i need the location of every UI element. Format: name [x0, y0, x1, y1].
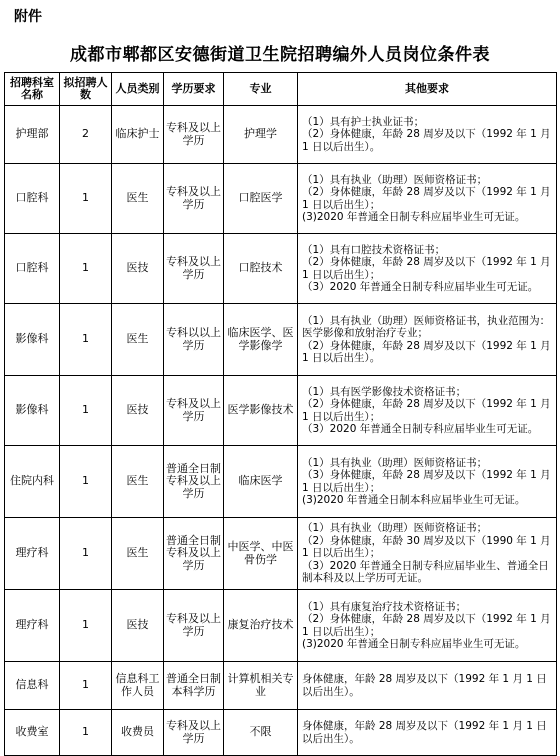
requirements-cell	[298, 106, 557, 164]
column-header: 拟招聘人数	[60, 73, 112, 106]
count-cell: 1	[60, 164, 112, 234]
staff-type-cell: 医技	[112, 376, 164, 446]
attachment-label: 附件	[14, 9, 42, 25]
education-cell: 专科及以上学历	[164, 106, 224, 164]
education-cell: 专科及以上学历	[164, 710, 224, 756]
requirements-cell	[298, 164, 557, 234]
dept-cell: 影像科	[5, 304, 60, 376]
requirement-line: 身体健康，年龄 28 周岁及以下（1992 年 1 月 1 日以后出生）。	[302, 720, 547, 745]
requirement-line: （3）2020 年普通全日制专科应届毕业生可无证。	[302, 423, 539, 435]
requirement-line: 身体健康，年龄 28 周岁及以下（1992 年 1 月 1 日以后出生）。	[302, 673, 547, 698]
major-cell: 口腔医学	[224, 164, 298, 234]
requirement-line: （3）2020 年普通全日制专科应届毕业生、普通全日制本科及以上学历可无证。	[302, 559, 549, 585]
staff-type-cell: 信息科工作人员	[112, 662, 164, 710]
dept-cell: 口腔科	[5, 164, 60, 234]
requirement-line: （2）身体健康，年龄 28 周岁及以下（1992 年 1 月 1 日以后出生）。	[302, 339, 551, 364]
table-row	[5, 710, 557, 756]
table-row	[5, 234, 557, 304]
position-requirements-table	[4, 72, 557, 756]
staff-type-cell: 医技	[112, 234, 164, 304]
requirements-cell	[298, 376, 557, 446]
requirement-line: (3)2020 年普通全日制专科应届毕业生可无证。	[302, 638, 526, 650]
staff-type-cell: 医技	[112, 590, 164, 662]
requirement-line: （1）具有执业（助理）医师资格证书；	[302, 456, 488, 469]
education-cell: 专科及以上学历	[164, 234, 224, 304]
education-cell: 普通全日制专科及以上学历	[164, 518, 224, 590]
requirement-line: （3）2020 年普通全日制专科应届毕业生可无证。	[302, 281, 539, 293]
dept-cell: 理疗科	[5, 518, 60, 590]
column-header: 人员类别	[112, 73, 164, 106]
education-cell: 专科及以上学历	[164, 376, 224, 446]
major-cell: 不限	[224, 710, 298, 756]
table-row	[5, 590, 557, 662]
table-row	[5, 518, 557, 590]
requirement-line: (3)2020 年普通全日制专科应届毕业生可无证。	[302, 211, 526, 223]
table-row	[5, 106, 557, 164]
dept-cell: 信息科	[5, 662, 60, 710]
table-row	[5, 164, 557, 234]
dept-cell: 收费室	[5, 710, 60, 756]
count-cell: 2	[60, 106, 112, 164]
count-cell: 1	[60, 710, 112, 756]
requirement-line: （3）身体健康，年龄 28 周岁及以下（1992 年 1 月 1 日以后出生）；	[302, 469, 551, 494]
staff-type-cell: 医生	[112, 518, 164, 590]
table-row	[5, 446, 557, 518]
count-cell: 1	[60, 662, 112, 710]
requirement-line: （1）具有执业（助理）医师资格证书；	[302, 522, 488, 535]
major-cell: 临床医学	[224, 446, 298, 518]
column-header: 专业	[224, 73, 298, 106]
major-cell: 口腔技术	[224, 234, 298, 304]
staff-type-cell: 医生	[112, 164, 164, 234]
staff-type-cell: 医生	[112, 304, 164, 376]
major-cell: 计算机相关专业	[224, 662, 298, 710]
requirements-cell	[298, 304, 557, 376]
education-cell: 专科以以上学历	[164, 304, 224, 376]
count-cell: 1	[60, 518, 112, 590]
requirements-cell	[298, 518, 557, 590]
requirement-line: （1）具有医学影像技术资格证书；	[302, 385, 467, 398]
requirement-line: （1）具有执业（助理）医师资格证书；	[302, 173, 488, 186]
table-header-row	[5, 73, 557, 106]
requirement-line: （2）身体健康，年龄 28 周岁及以下（1992 年 1 月 1 日以后出生）；	[302, 613, 551, 638]
dept-cell: 理疗科	[5, 590, 60, 662]
staff-type-cell: 医生	[112, 446, 164, 518]
education-cell: 专科及以上学历	[164, 590, 224, 662]
table-row	[5, 376, 557, 446]
requirements-cell	[298, 234, 557, 304]
dept-cell: 影像科	[5, 376, 60, 446]
major-cell: 医学影像技术	[224, 376, 298, 446]
count-cell: 1	[60, 304, 112, 376]
table-row	[5, 662, 557, 710]
major-cell: 康复治疗技术	[224, 590, 298, 662]
education-cell: 普通全日制专科及以上学历	[164, 446, 224, 518]
requirement-line: （2）身体健康，年龄 28 周岁及以下（1992 年 1 月 1 日以后出生）；	[302, 256, 551, 281]
requirements-cell	[298, 710, 557, 756]
requirements-cell	[298, 662, 557, 710]
dept-cell: 口腔科	[5, 234, 60, 304]
column-header: 学历要求	[164, 73, 224, 106]
requirement-line: （1）具有执业（助理）医师资格证书，执业范围为：医学影像和放射治疗专业；	[302, 314, 551, 339]
column-header: 其他要求	[298, 73, 557, 106]
major-cell: 护理学	[224, 106, 298, 164]
requirement-line: （2）身体健康，年龄 28 周岁及以下（1992 年 1 月 1 日以后出生）。	[302, 128, 551, 153]
requirement-line: （2）身体健康，年龄 28 周岁及以下（1992 年 1 月 1 日以后出生）；	[302, 398, 551, 423]
major-cell: 中医学、中医骨伤学	[224, 518, 298, 590]
education-cell: 专科及以上学历	[164, 164, 224, 234]
requirement-line: （1）具有护士执业证书；	[302, 115, 425, 128]
requirements-cell	[298, 446, 557, 518]
requirements-cell	[298, 590, 557, 662]
column-header: 招聘科室名称	[5, 73, 60, 106]
education-cell: 普通全日制本科学历	[164, 662, 224, 710]
count-cell: 1	[60, 234, 112, 304]
staff-type-cell: 收费员	[112, 710, 164, 756]
requirement-line: （2）身体健康，年龄 28 周岁及以下（1992 年 1 月 1 日以后出生）；	[302, 186, 551, 211]
dept-cell: 住院内科	[5, 446, 60, 518]
page-title: 成都市郫都区安德街道卫生院招聘编外人员岗位条件表	[70, 45, 490, 65]
requirement-line: (3)2020 年普通全日制本科应届毕业生可无证。	[302, 494, 526, 506]
table-row	[5, 304, 557, 376]
requirement-line: （2）身体健康，年龄 30 周岁及以下（1990 年 1 月 1 日以后出生）；	[302, 534, 551, 560]
staff-type-cell: 临床护士	[112, 106, 164, 164]
dept-cell: 护理部	[5, 106, 60, 164]
major-cell: 临床医学、医学影像学	[224, 304, 298, 376]
requirement-line: （1）具有口腔技术资格证书；	[302, 243, 446, 256]
count-cell: 1	[60, 376, 112, 446]
requirement-line: （1）具有康复治疗技术资格证书；	[302, 600, 467, 613]
count-cell: 1	[60, 590, 112, 662]
count-cell: 1	[60, 446, 112, 518]
